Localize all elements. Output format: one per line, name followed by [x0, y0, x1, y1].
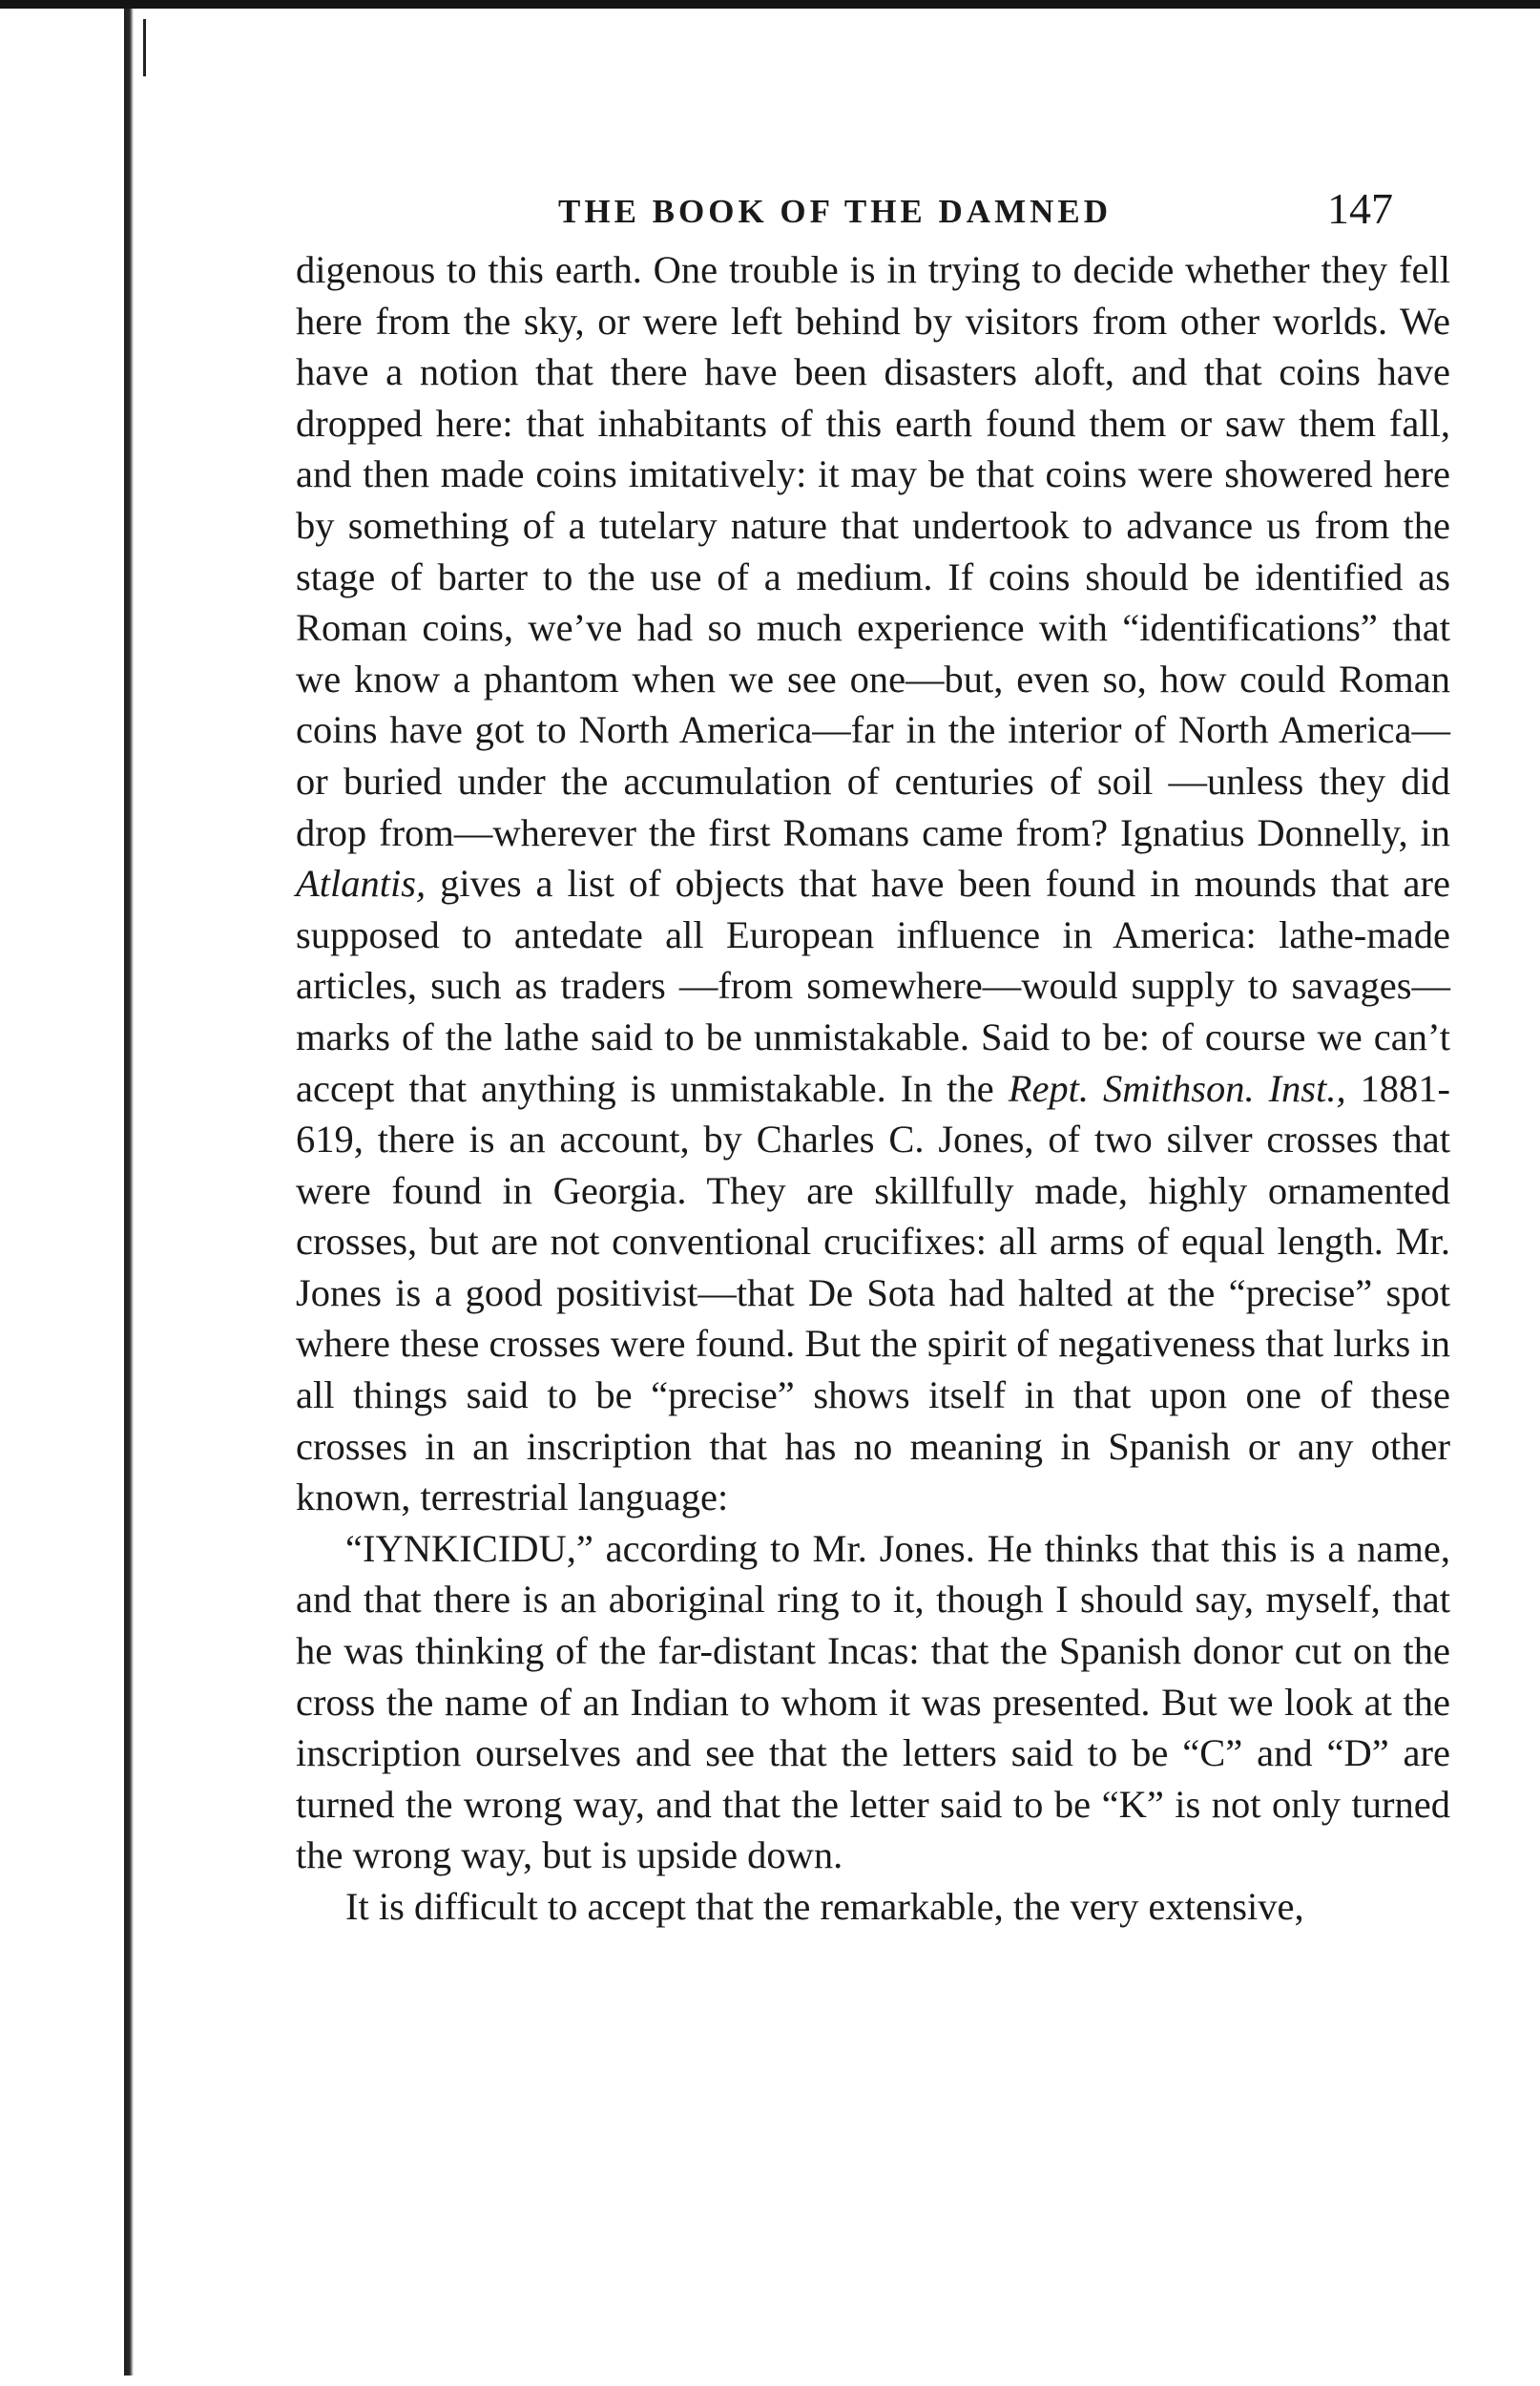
italic-citation-smithsonian: Rept. Smithson. Inst.,	[1008, 1066, 1346, 1110]
running-title: THE BOOK OF THE DAMNED	[558, 193, 1112, 230]
body-text	[296, 244, 1450, 1933]
book-page	[296, 181, 1450, 1933]
page-number: 147	[1327, 184, 1393, 233]
binding-gutter-mark	[143, 19, 146, 76]
text-run: 1881-619, there is an account, by Charles C. Jones, of two silver crosses that were found in Georgia. They are skillfully made, highly ornamented crosses, but are not conventional crucifixes: all arms of equal length. Mr. Jones is a good positivist—that De Sota had halted at the “precise” spot where these crosses were found. But the spirit of negativeness that lurks in all things said to be “precise” shows itself in that upon one of these crosses in an inscription that has no meaning in Spanish or any other known, terrestrial language:	[296, 1066, 1450, 1519]
italic-title-atlantis: Atlantis,	[296, 862, 427, 906]
text-run: digenous to this earth. One trouble is in trying to decide whether they fell here from the sky, or were left behind by visitors from other worlds. We have a notion that there have been disasters aloft, and that coins have dropped here: that inhabitants of this earth found them or saw them fall, and then made coins imitatively: it may be that coins were showered here by something of a tutelary nature that undertook to advance us from the stage of barter to the use of a medium. If coins should be identified as Roman coins, we’ve had so much experience with “identifications” that we know a phantom when we see one—but, even so, how could Roman coins have got to North America—far in the interior of North America—or buried under the accumulation of centuries of soil —unless they did drop from—wherever the first Romans came from? Ignatius Donnelly, in	[296, 248, 1450, 854]
paragraph-inscription: “IYNKICIDU,” according to Mr. Jones. He thinks that this is a name, and that there is an aboriginal ring to it, though I should say, myself, that he was thinking of the far-distant Incas: that the Spanish donor cut on the cross the name of an Indian to whom it was presented. But we look at the inscription ourselves and see that the letters said to be “C” and “D” are turned the wrong way, and that the letter said to be “K” is not only turned the wrong way, but is upside down.	[296, 1526, 1450, 1877]
scan-top-edge	[0, 0, 1540, 9]
text-run: gives a list of objects that have been found in mounds that are supposed to antedate all European influence in America: lathe-made articles, such as traders —from somewhere—would supply to savages—marks of the lathe said to be unmistakable. Said to be: of course we can’t accept that anything is unmistakable. In the	[296, 862, 1450, 1110]
running-head	[296, 181, 1450, 244]
binding-gutter-shadow	[124, 9, 134, 2376]
paragraph-final: It is difficult to accept that the remarkable, the very extensive,	[345, 1885, 1304, 1928]
paragraph-continuation	[296, 244, 1450, 1523]
